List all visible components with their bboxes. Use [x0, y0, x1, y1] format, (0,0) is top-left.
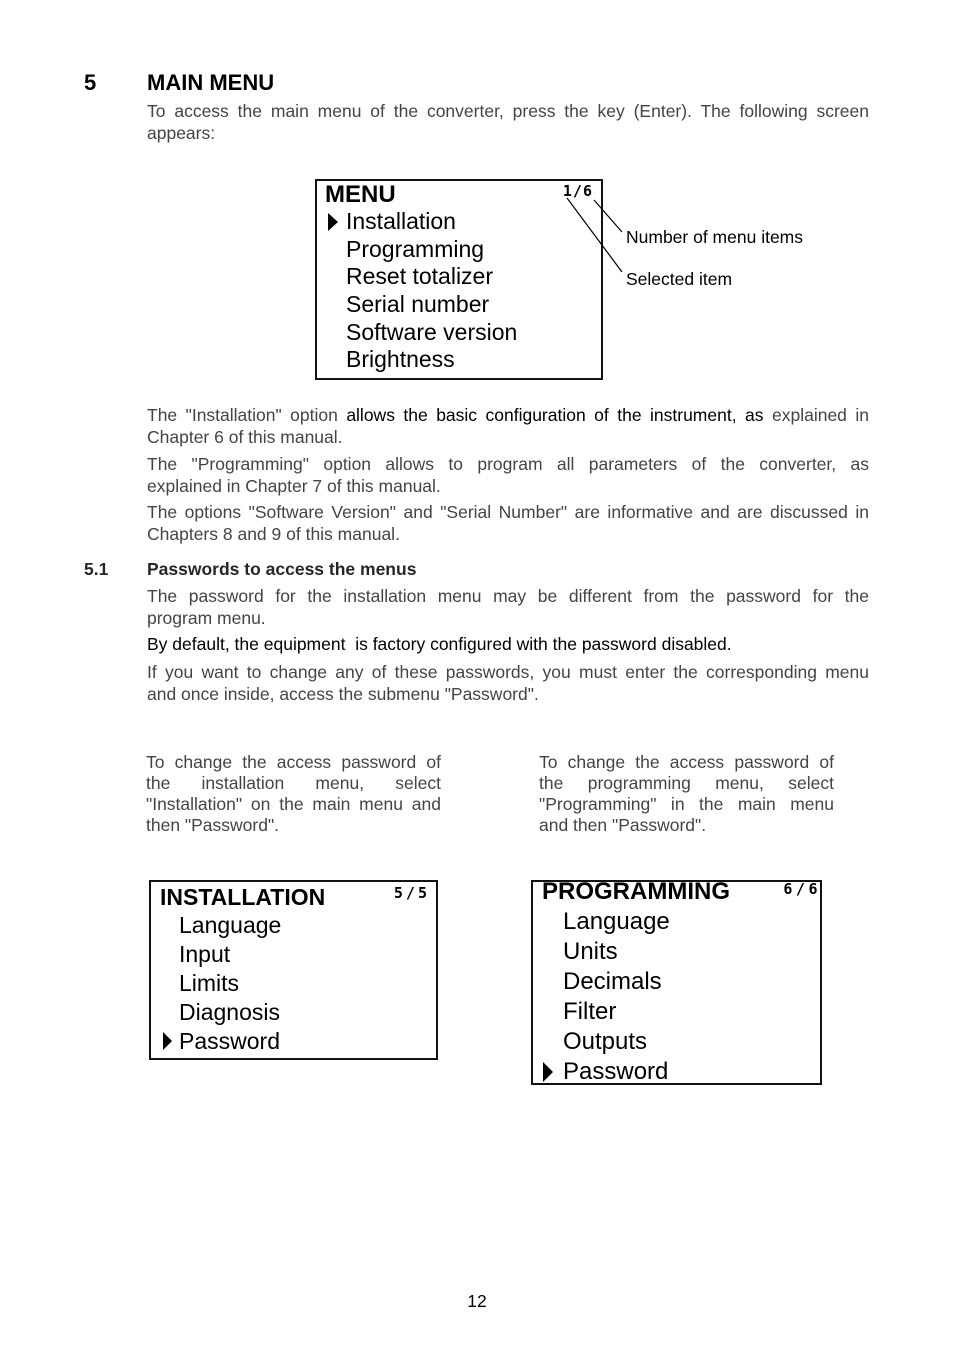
- menu-item: [346, 208, 517, 236]
- menu-item-label: Password: [563, 1058, 669, 1085]
- installation-menu-screen: [149, 880, 438, 1060]
- screen-title: PROGRAMMING: [542, 878, 730, 905]
- text-line: To change the access password of: [146, 752, 441, 772]
- page-number: 12: [467, 1291, 487, 1311]
- menu-list: [179, 911, 281, 1056]
- menu-item: [563, 1027, 670, 1057]
- menu-item-label: Outputs: [563, 1028, 648, 1055]
- section-title: MAIN MENU: [147, 70, 275, 95]
- text-line: The password for the installation menu may be different from the password for the: [147, 586, 869, 606]
- text-segment: explained in: [763, 405, 869, 425]
- menu-item: [346, 319, 517, 347]
- text-line: To change the access password of: [539, 752, 834, 772]
- menu-item: [563, 1057, 670, 1087]
- callout-line-counter: [594, 200, 622, 232]
- menu-item: [179, 998, 281, 1027]
- menu-item: [346, 291, 517, 319]
- menu-counter: 5/5: [393, 884, 430, 902]
- screen-title: INSTALLATION: [160, 884, 326, 910]
- text-line: [147, 405, 869, 427]
- menu-item: [346, 346, 517, 374]
- text-line: If you want to change any of these passwords, you must enter the corresponding menu: [147, 662, 869, 682]
- informative-options-paragraph: [147, 502, 869, 545]
- text-line: the programming menu, select: [539, 773, 834, 793]
- programming-password-instructions: [539, 752, 834, 836]
- menu-item-label: Diagnosis: [179, 998, 280, 1025]
- menu-item-label: Programming: [346, 235, 485, 262]
- text-segment: The "Installation" option: [147, 405, 347, 425]
- text-line: program menu.: [147, 607, 266, 628]
- installation-password-instructions: [146, 752, 441, 836]
- callout-line-selected: [567, 198, 622, 272]
- subsection-number: 5.1: [84, 559, 109, 579]
- menu-item: [346, 236, 517, 264]
- callout-label-selected: Selected item: [626, 269, 733, 289]
- text-segment-emphasis: allows the basic configuration of the instrument, as: [346, 405, 764, 425]
- text-line: The options "Software Version" and "Serial Number" are informative and are discussed in: [147, 502, 869, 522]
- menu-item-label: Limits: [179, 969, 240, 996]
- programming-menu-screen: [531, 880, 822, 1085]
- menu-item-label: Installation: [346, 208, 456, 235]
- menu-list: [346, 208, 517, 374]
- menu-item-label: Software version: [346, 318, 518, 345]
- text-line: then "Password".: [146, 815, 280, 835]
- text-line: appears:: [147, 122, 216, 143]
- menu-item-label: Filter: [563, 998, 617, 1025]
- text-line: Chapters 8 and 9 of this manual.: [147, 523, 400, 544]
- callout-label-counter: Number of menu items: [626, 227, 804, 247]
- menu-item: [346, 263, 517, 291]
- installation-option-paragraph: [147, 405, 869, 448]
- text-line: and once inside, access the submenu "Password".: [147, 683, 539, 704]
- menu-item: [563, 997, 670, 1027]
- selection-arrow-icon: [163, 1032, 172, 1050]
- menu-item-label: Language: [179, 911, 282, 938]
- menu-item-label: Serial number: [346, 290, 490, 317]
- screen-title: MENU: [325, 181, 396, 208]
- menu-counter: 1/6: [562, 182, 593, 200]
- menu-item: [179, 911, 281, 940]
- menu-item-label: Units: [563, 938, 618, 965]
- menu-item-label: Input: [179, 940, 231, 967]
- menu-item: [563, 937, 670, 967]
- menu-item-label: Password: [179, 1027, 280, 1054]
- callout-lines: [560, 190, 630, 280]
- text-line: "Programming" in the main menu: [539, 794, 834, 814]
- menu-counter: 6/6: [783, 880, 821, 898]
- text-line: "Installation" on the main menu and: [146, 794, 441, 814]
- text-line: and then "Password".: [539, 815, 707, 835]
- menu-item-label: Brightness: [346, 346, 455, 373]
- text-line: To access the main menu of the converter, press the key (Enter). The following screen: [147, 101, 869, 121]
- subsection-title: Passwords to access the menus: [147, 559, 417, 579]
- text-line: the installation menu, select: [146, 773, 441, 793]
- selection-arrow-icon: [328, 213, 338, 231]
- text-line: explained in Chapter 7 of this manual.: [147, 475, 441, 496]
- selection-arrow-icon: [543, 1062, 553, 1082]
- menu-list: [563, 907, 670, 1087]
- intro-paragraph: [147, 101, 869, 144]
- text-line: The "Programming" option allows to program all parameters of the converter, as: [147, 454, 869, 474]
- menu-item: [179, 940, 281, 969]
- programming-option-paragraph: [147, 454, 869, 497]
- password-default-note: By default, the equipment is factory configured with the password disabled.: [147, 634, 732, 654]
- text-line: Chapter 6 of this manual.: [147, 426, 343, 447]
- menu-item-label: Decimals: [563, 968, 662, 995]
- menu-item: [563, 907, 670, 937]
- menu-item: [563, 967, 670, 997]
- menu-item: [179, 1027, 281, 1056]
- menu-item-label: Reset totalizer: [346, 263, 494, 290]
- password-change-paragraph: [147, 662, 869, 705]
- menu-item-label: Language: [563, 908, 670, 935]
- section-number: 5: [84, 70, 97, 95]
- password-difference-paragraph: [147, 586, 869, 629]
- menu-item: [179, 969, 281, 998]
